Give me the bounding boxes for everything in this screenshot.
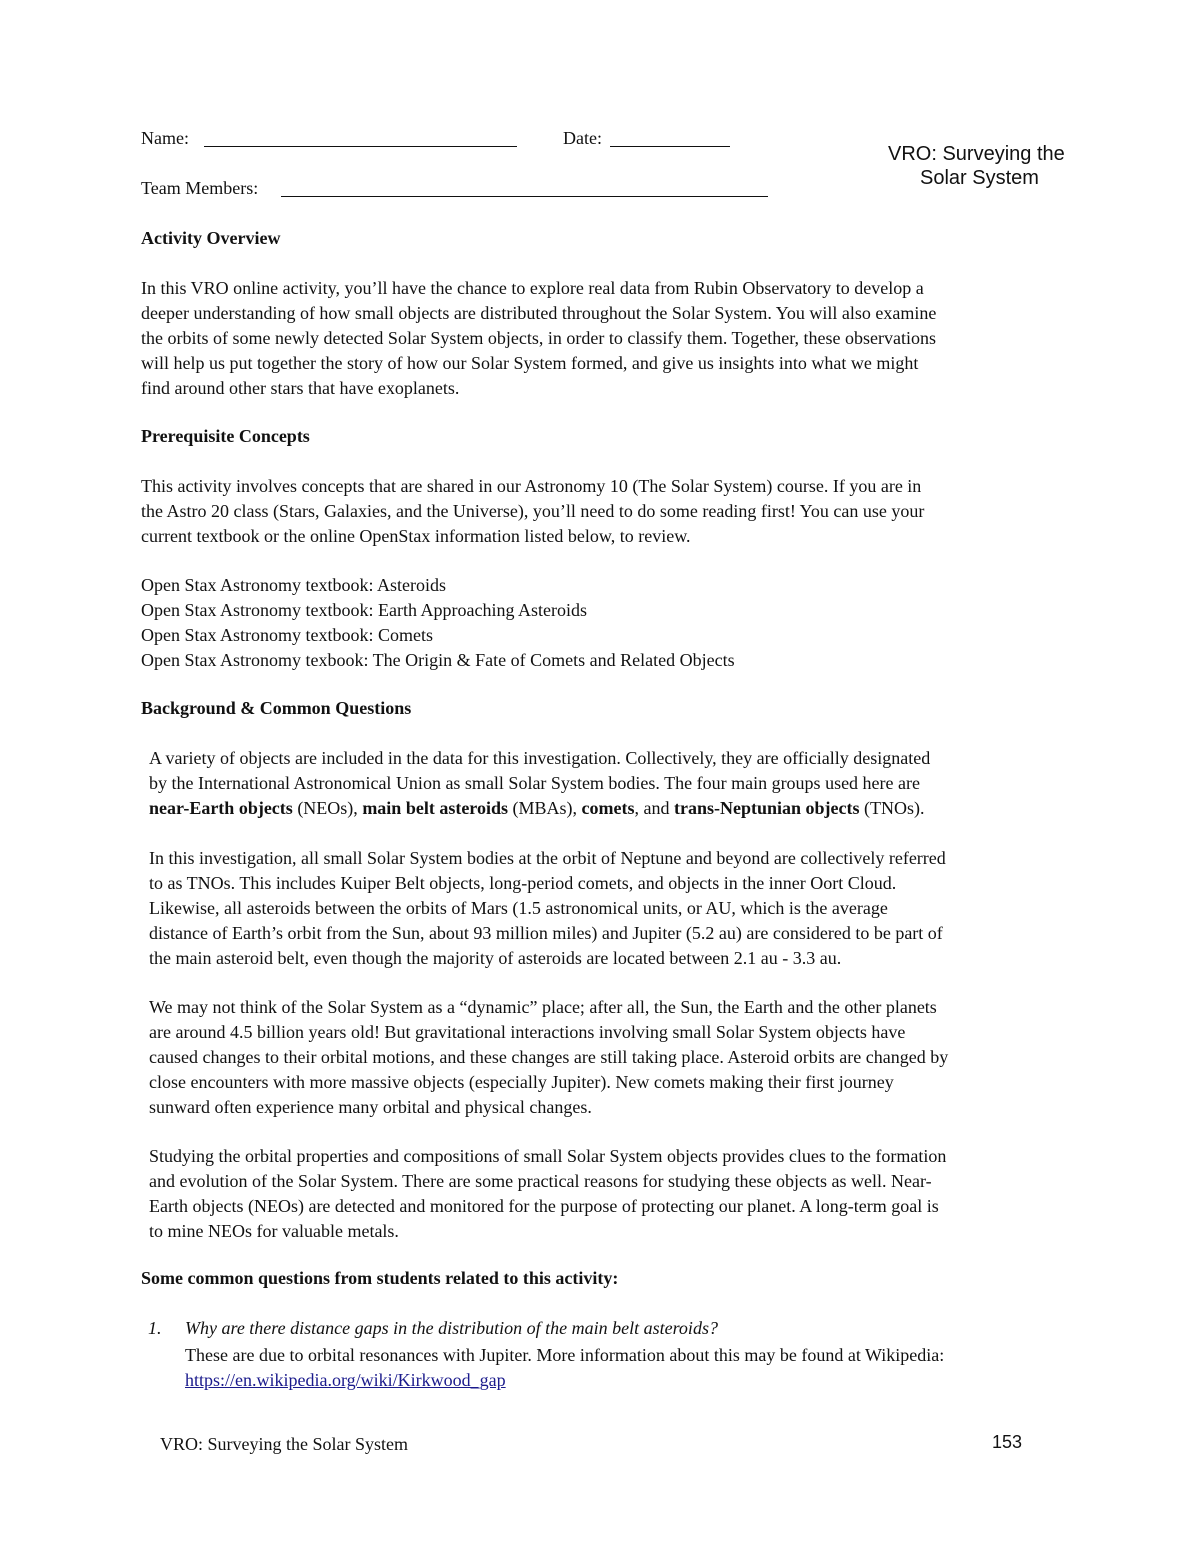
- footer-title: VRO: Surveying the Solar System: [160, 1434, 408, 1454]
- question-text: Why are there distance gaps in the distribution of the main belt asteroids?: [185, 1318, 718, 1338]
- conjunction: , and: [634, 798, 674, 818]
- background-paragraph-3: [149, 995, 948, 1120]
- resource-item[interactable]: Open Stax Astronomy textbook: Earth Approaching Asteroids: [141, 600, 587, 620]
- header-title-line2: Solar System: [920, 167, 1039, 189]
- text-line: are around 4.5 billion years old! But gravitational interactions involving small Solar System objects have: [149, 1022, 906, 1042]
- date-field-line[interactable]: [610, 146, 730, 147]
- term-tno: trans-Neptunian objects: [673, 798, 860, 818]
- term-neo: near-Earth objects: [149, 798, 293, 818]
- background-paragraph-2: [149, 846, 946, 971]
- text-line: close encounters with more massive objects (especially Jupiter). New comets making their first journey: [149, 1072, 894, 1092]
- text-line: Studying the orbital properties and compositions of small Solar System objects provides clues to the formation: [149, 1146, 947, 1166]
- text-line: sunward often experience many orbital and physical changes.: [149, 1097, 592, 1117]
- term-tno-abbr: (TNOs).: [859, 798, 925, 818]
- header-title-line1: VRO: Surveying the: [888, 143, 1065, 165]
- text-line: In this VRO online activity, you’ll have the chance to explore real data from Rubin Observatory to develop a: [141, 278, 924, 298]
- date-label: Date:: [563, 128, 602, 148]
- text-line: This activity involves concepts that are shared in our Astronomy 10 (The Solar System) course. If you are in: [141, 476, 922, 496]
- text-line: to mine NEOs for valuable metals.: [149, 1221, 399, 1241]
- prerequisite-heading: Prerequisite Concepts: [141, 426, 310, 446]
- answer-text: These are due to orbital resonances with Jupiter. More information about this may be found at Wikipedia:: [185, 1345, 945, 1365]
- activity-overview-paragraph: [141, 276, 936, 401]
- term-mba: main belt asteroids: [362, 798, 508, 818]
- prerequisite-paragraph: [141, 474, 924, 549]
- text-line: deeper understanding of how small objects are distributed throughout the Solar System. You will also examine: [141, 303, 937, 323]
- text-line: In this investigation, all small Solar System bodies at the orbit of Neptune and beyond are collectively referred: [149, 848, 946, 868]
- text-line: distance of Earth’s orbit from the Sun, about 93 million miles) and Jupiter (5.2 au) are considered to be part of: [149, 923, 943, 943]
- text-line: caused changes to their orbital motions, and these changes are still taking place. Asteroid orbits are changed by: [149, 1047, 949, 1067]
- text-line: Earth objects (NEOs) are detected and monitored for the purpose of protecting our planet. A long-term goal is: [149, 1196, 939, 1216]
- resource-list: [141, 573, 735, 673]
- term-mba-abbr: (MBAs),: [507, 798, 582, 818]
- background-paragraph-4: [149, 1144, 946, 1244]
- text-line: by the International Astronomical Union as small Solar System bodies. The four main groups used here are: [149, 773, 921, 793]
- text-line: the Astro 20 class (Stars, Galaxies, and the Universe), you’ll need to do some reading first! You can use your: [141, 501, 925, 521]
- resource-item[interactable]: Open Stax Astronomy textbook: Asteroids: [141, 575, 446, 595]
- text-line: A variety of objects are included in the data for this investigation. Collectively, they are officially designated: [149, 748, 931, 768]
- kirkwood-gap-link[interactable]: https://en.wikipedia.org/wiki/Kirkwood_gap: [185, 1370, 506, 1390]
- activity-overview-heading: Activity Overview: [141, 228, 281, 248]
- text-line: [149, 796, 930, 821]
- resource-item[interactable]: Open Stax Astronomy textbook: Comets: [141, 625, 433, 645]
- text-line: the main asteroid belt, even though the majority of asteroids are located between 2.1 au - 3.3 au.: [149, 948, 842, 968]
- background-paragraph-1: [149, 746, 930, 821]
- text-line: will help us put together the story of how our Solar System formed, and give us insights into what we might: [141, 353, 919, 373]
- background-heading: Background & Common Questions: [141, 698, 412, 718]
- text-line: and evolution of the Solar System. There are some practical reasons for studying these objects as well. Near-: [149, 1171, 932, 1191]
- text-line: We may not think of the Solar System as a “dynamic” place; after all, the Sun, the Earth and the other planets: [149, 997, 937, 1017]
- team-members-field-line[interactable]: [281, 196, 768, 197]
- text-line: to as TNOs. This includes Kuiper Belt objects, long-period comets, and objects in the inner Oort Cloud.: [149, 873, 897, 893]
- text-line: Likewise, all asteroids between the orbits of Mars (1.5 astronomical units, or AU, which is the average: [149, 898, 888, 918]
- name-field-line[interactable]: [204, 146, 517, 147]
- term-comets: comets: [581, 798, 635, 818]
- text-line: the orbits of some newly detected Solar System objects, in order to classify them. Together, these observations: [141, 328, 937, 348]
- team-members-label: Team Members:: [141, 178, 259, 198]
- text-line: find around other stars that have exoplanets.: [141, 378, 460, 398]
- term-neo-abbr: (NEOs),: [292, 798, 363, 818]
- text-line: current textbook or the online OpenStax information listed below, to review.: [141, 526, 691, 546]
- question-number: 1.: [148, 1318, 162, 1338]
- name-label: Name:: [141, 128, 189, 148]
- common-questions-heading: Some common questions from students related to this activity:: [141, 1268, 619, 1288]
- resource-item[interactable]: Open Stax Astronomy texbook: The Origin & Fate of Comets and Related Objects: [141, 650, 735, 670]
- page-number: 153: [992, 1432, 1023, 1452]
